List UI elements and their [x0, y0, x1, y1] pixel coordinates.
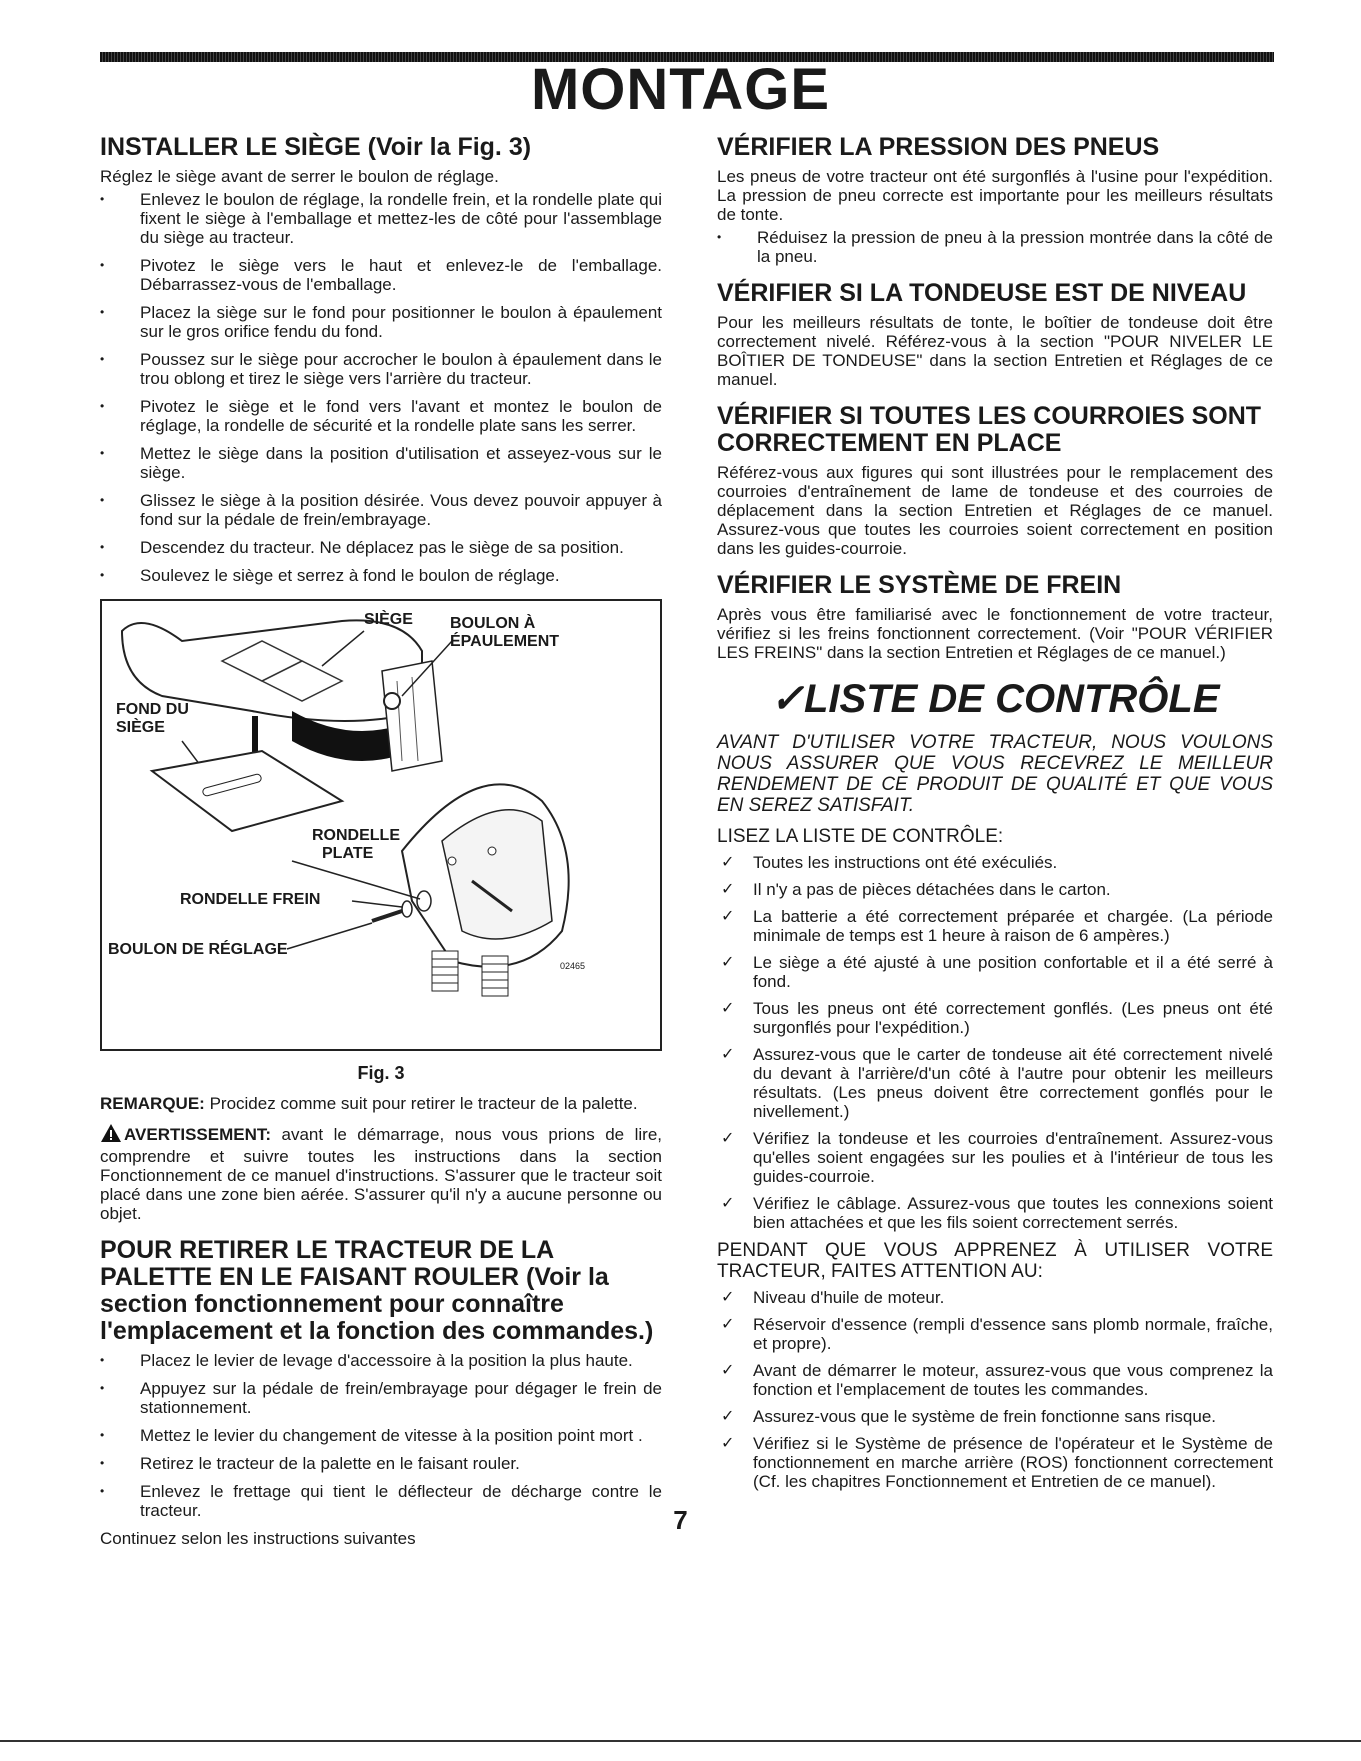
level-section — [717, 280, 1273, 389]
page-title: MONTAGE — [530, 57, 831, 122]
list-item: • Enlevez le boulon de réglage, la rondelle frein, et la rondelle plate qui fixent le siège à l'emballage et mettez-les de côté pour l'assemblage du siège au tracteur. — [100, 190, 662, 247]
label-siege: SIÈGE — [364, 611, 413, 628]
warning-icon — [100, 1123, 122, 1147]
shoulder-bolt — [384, 693, 400, 709]
label-boulon-a: BOULON À — [450, 615, 536, 632]
check-icon: ✓ — [721, 1435, 735, 1452]
bottom-rule — [0, 1740, 1361, 1742]
figure-code: 02465 — [560, 961, 586, 971]
list-item: • Enlevez le frettage qui tient le déflecteur de décharge contre le tracteur. — [100, 1482, 662, 1520]
leader-line — [352, 901, 402, 907]
check-icon: ✓ — [721, 881, 735, 898]
seat-intro: Réglez le siège avant de serrer le boulon de réglage. — [100, 167, 499, 186]
list-item: • Placez la siège sur le fond pour positionner le boulon à épaulement sur le gros orifice fendu du fond. — [100, 303, 662, 341]
list-item: ✓ La batterie a été correctement préparée et chargée. (La période minimale de temps est 1 heure à raison de 6 ampères.) — [721, 907, 1273, 945]
checklist-title: ✓LISTE DE CONTRÔLE — [770, 677, 1220, 721]
tires-steps — [717, 228, 1273, 266]
checklist-items — [717, 853, 1273, 1232]
list-item: ✓ Il n'y a pas de pièces détachées dans le carton. — [721, 880, 1111, 899]
check-icon: ✓ — [721, 1289, 735, 1306]
pallet-section — [100, 1237, 662, 1548]
list-item: ✓ Assurez-vous que le carter de tondeuse ait été correctement nivelé du devant à l'arrière/d'un côté à l'autre pour obtenir les meilleurs résultats. (Les pneus doivent être correctement gonflés pour le nivellement.) — [721, 1045, 1273, 1121]
check-icon: ✓ — [721, 1316, 735, 1333]
pallet-heading: POUR RETIRER LE TRACTEUR DE LA PALETTE EN LE FAISANT ROULER (Voir la section fonctionnement pour connaître l'emplacement et la fonction des commandes.) — [100, 1236, 654, 1345]
flat-washer — [417, 891, 431, 911]
seat-figure — [100, 599, 662, 1051]
list-item: • Mettez le siège dans la position d'utilisation et asseyez-vous sur le siège. — [100, 444, 662, 482]
tires-heading: VÉRIFIER LA PRESSION DES PNEUS — [717, 133, 1160, 161]
hole — [488, 847, 496, 855]
belts-text: Référez-vous aux figures qui sont illustrées pour le remplacement des courroies d'entraînement de lame de tondeuse et des courroies de déplacement dans la section Entretien et Réglages de ce manuel. Assurez-vous que toutes les courroies soient correctement en position dans les guides-courroie. — [717, 463, 1273, 558]
tires-text: Les pneus de votre tracteur ont été surgonflés à l'usine pour l'expédition. La pression de pneu correcte est importante pour les meilleurs résultats de tonte. — [717, 167, 1273, 224]
list-item: • Placez le levier de levage d'accessoire à la position la plus haute. — [100, 1351, 662, 1370]
list-item: • Pivotez le siège vers le haut et enlevez-le de l'emballage. Débarrassez-vous de l'emballage. — [100, 256, 662, 294]
list-item: ✓ Assurez-vous que le système de frein fonctionne sans risque. — [721, 1407, 1217, 1426]
list-item: • Appuyez sur la pédale de frein/embrayage pour dégager le frein de stationnement. — [100, 1379, 662, 1417]
spring-icon — [432, 951, 458, 991]
right-column — [717, 134, 1273, 1499]
avertissement — [100, 1123, 662, 1223]
label-plate: PLATE — [322, 845, 374, 862]
seat-heading: INSTALLER LE SIÈGE (Voir la Fig. 3) — [100, 133, 532, 161]
checklist-lisez: LISEZ LA LISTE DE CONTRÔLE: — [717, 826, 1004, 847]
list-item: • Réduisez la pression de pneu à la pression montrée dans la côté de la pneu. — [717, 228, 1273, 266]
check-icon: ✓ — [721, 1408, 735, 1425]
label-rondelle: RONDELLE — [312, 827, 400, 844]
level-text: Pour les meilleurs résultats de tonte, le boîtier de tondeuse doit être correctement nivelé. Référez-vous à la section "POUR NIVELER LE BOÎTIER DE TONDEUSE" dans la section Entretien et Réglages de ce manuel. — [717, 313, 1273, 389]
check-icon: ✓ — [721, 1130, 735, 1147]
tires-section — [717, 134, 1273, 266]
check-icon: ✓ — [721, 908, 735, 925]
adjust-bolt — [372, 911, 402, 921]
lock-washer — [402, 901, 412, 917]
belts-section — [717, 403, 1273, 558]
avert-text: avant le démarrage, nous vous prions de lire, comprendre et suivre toutes les instructions dans la section Fonctionnement de ce manuel d'instructions. S'assurer que le tracteur soit placé dans une zone bien aérée. S'assurer qu'il n'y a aucune personne ou objet. — [100, 1125, 662, 1223]
label-boulon-reglage: BOULON DE RÉGLAGE — [108, 941, 288, 958]
brake-text: Après vous être familiarisé avec le fonctionnement de votre tracteur, vérifiez si les freins fonctionnent correctement. (Voir "POUR VÉRIFIER LES FREINS" dans la section Entretien et Réglages de ce manuel.) — [717, 605, 1273, 662]
arrow-shaft — [252, 716, 258, 756]
list-item: ✓ Toutes les instructions ont été exéculiés. — [721, 853, 1058, 872]
check-icon: ✓ — [721, 1195, 735, 1212]
label-fond-du: FOND DU — [116, 701, 189, 718]
check-icon: ✓ — [721, 954, 735, 971]
list-item: ✓ Tous les pneus ont été correctement gonflés. (Les pneus ont été surgonflés pour l'expédition.) — [721, 999, 1273, 1037]
list-item: • Glissez le siège à la position désirée. Vous devez pouvoir appuyer à fond sur la pédale de frein/embrayage. — [100, 491, 662, 529]
list-item: • Pivotez le siège et le fond vers l'avant et montez le boulon de réglage, la rondelle de sécurité et la rondelle plate sans les serrer. — [100, 397, 662, 435]
checklist-intro: AVANT D'UTILISER VOTRE TRACTEUR, NOUS VOULONS NOUS ASSURER QUE VOUS RECEVREZ LE MEILLEUR RENDEMENT DE CE PRODUIT DE QUALITÉ ET QUE VOUS EN SEREZ SATISFAIT. — [717, 732, 1273, 816]
leader-line — [287, 923, 372, 949]
list-item: ✓ Niveau d'huile de moteur. — [721, 1288, 945, 1307]
list-item: • Poussez sur le siège pour accrocher le boulon à épaulement dans le trou oblong et tirez le siège vers l'arrière du tracteur. — [100, 350, 662, 388]
brake-section — [717, 572, 1273, 662]
figure-caption: Fig. 3 — [357, 1063, 405, 1083]
remarque-text: Procidez comme suit pour retirer le tracteur de la palette. — [204, 1094, 638, 1113]
label-rondelle-frein: RONDELLE FREIN — [180, 891, 321, 908]
checklist-items-2 — [717, 1288, 1273, 1491]
seat-steps — [100, 190, 662, 585]
check-icon: ✓ — [721, 1046, 735, 1063]
list-item: • Mettez le levier du changement de vitesse à la position point mort . — [100, 1426, 662, 1445]
spring-icon — [482, 956, 508, 996]
left-column — [100, 134, 662, 1562]
brake-heading: VÉRIFIER LE SYSTÈME DE FREIN — [717, 571, 1122, 599]
remarque-label: REMARQUE: — [100, 1094, 205, 1113]
list-item: • Soulevez le siège et serrez à fond le boulon de réglage. — [100, 566, 662, 585]
checklist-pendant: PENDANT QUE VOUS APPRENEZ À UTILISER VOTRE TRACTEUR, FAITES ATTENTION AU: — [717, 1240, 1273, 1282]
seat-section — [100, 134, 662, 585]
avert-label: AVERTISSEMENT: — [124, 1125, 272, 1144]
belts-heading: VÉRIFIER SI TOUTES LES COURROIES SONT CORRECTEMENT EN PLACE — [717, 402, 1262, 457]
pallet-steps — [100, 1351, 662, 1520]
label-epaulement: ÉPAULEMENT — [450, 633, 560, 650]
list-item: ✓ Avant de démarrer le moteur, assurez-vous que vous comprenez la fonction et l'emplacement de toutes les commandes. — [721, 1361, 1273, 1399]
check-icon: ✓ — [721, 854, 735, 871]
list-item: • Retirez le tracteur de la palette en le faisant rouler. — [100, 1454, 662, 1473]
level-heading: VÉRIFIER SI LA TONDEUSE EST DE NIVEAU — [717, 279, 1247, 307]
list-item: ✓ Le siège a été ajusté à une position confortable et il a été serré à fond. — [721, 953, 1273, 991]
list-item: ✓ Réservoir d'essence (rempli d'essence sans plomb normale, fraîche, et propre). — [721, 1315, 1273, 1353]
list-item: ✓ Vérifiez la tondeuse et les courroies d'entraînement. Assurez-vous qu'elles soient engagées sur les poulies et à l'intérieur de tous les guides-courroie. — [721, 1129, 1273, 1186]
check-icon: ✓ — [721, 1000, 735, 1017]
remarque — [100, 1094, 662, 1113]
check-icon: ✓ — [721, 1362, 735, 1379]
list-item: • Descendez du tracteur. Ne déplacez pas le siège de sa position. — [100, 538, 662, 557]
list-item: ✓ Vérifiez le câblage. Assurez-vous que toutes les connexions soient bien attachées et que les fils soient correctement serrés. — [721, 1194, 1273, 1232]
page-number: 7 — [673, 1505, 688, 1535]
pallet-footer: Continuez selon les instructions suivantes — [100, 1529, 416, 1548]
seat-illustration — [102, 601, 660, 1049]
seat-pan — [152, 751, 342, 831]
list-item: ✓ Vérifiez si le Système de présence de l'opérateur et le Système de fonctionnement en marche arrière (ROS) fonctionnent correctement (Cf. les chapitres Fonctionnement et Entretien de ce manuel). — [721, 1434, 1273, 1491]
label-fond-siege: SIÈGE — [116, 719, 165, 736]
hole — [448, 857, 456, 865]
